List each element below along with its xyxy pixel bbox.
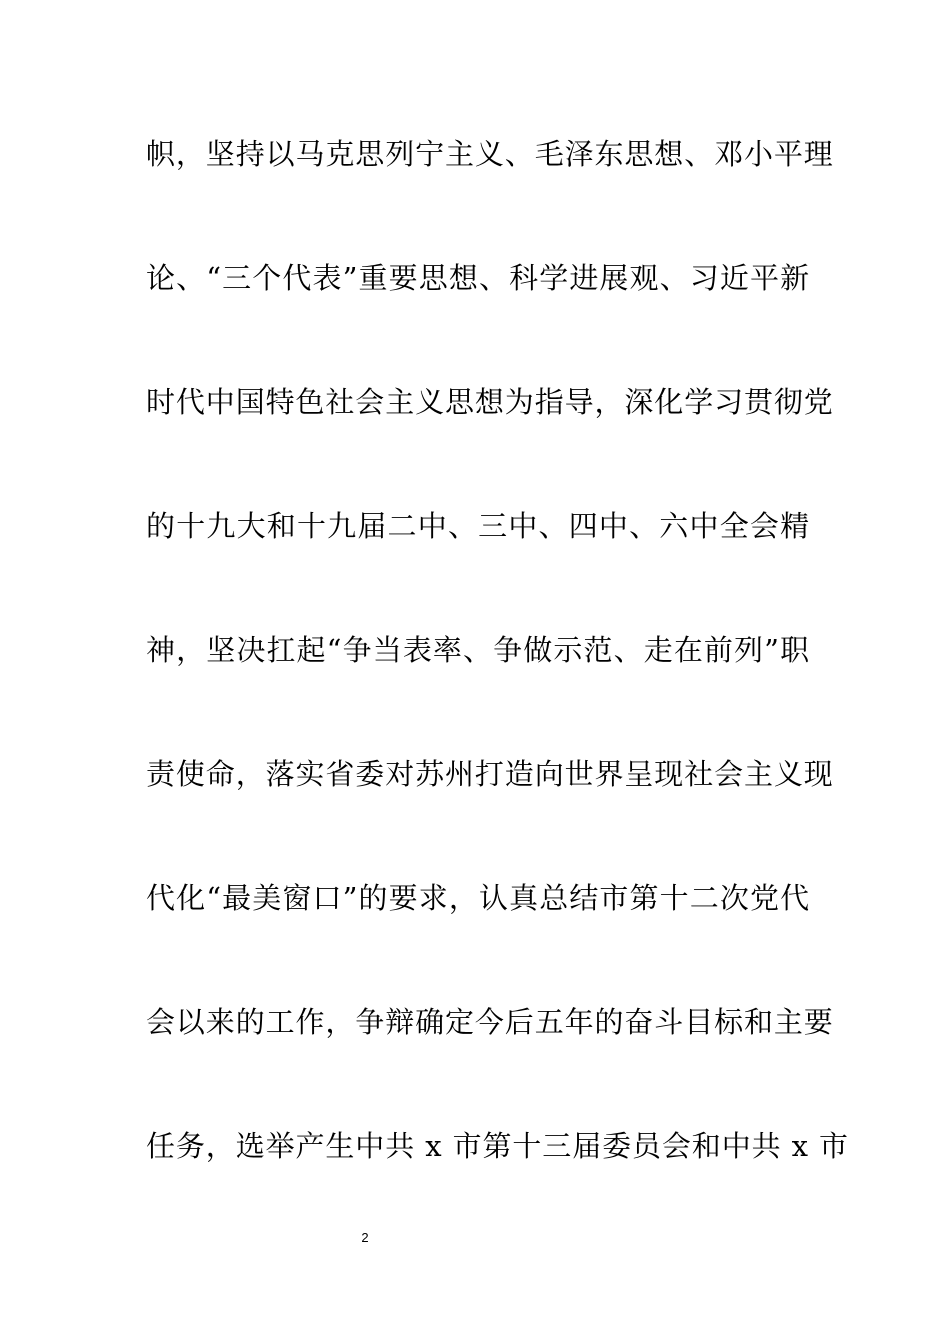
text-line-8: 会以来的工作，争辩确定今后五年的奋斗目标和主要 xyxy=(146,1005,834,1039)
page-number: 2 xyxy=(361,1230,369,1245)
text-line-2: 论、“三个代表”重要思想、科学进展观、习近平新 xyxy=(146,261,810,295)
text-line-7: 代化“最美窗口”的要求，认真总结市第十二次党代 xyxy=(146,881,810,915)
text-line-9: 任务，选举产生中共 x 市第十三届委员会和中共 x 市 xyxy=(146,1129,849,1163)
text-line-3: 时代中国特色社会主义思想为指导，深化学习贯彻党 xyxy=(146,385,834,419)
text-line-1: 帜，坚持以马克思列宁主义、毛泽东思想、邓小平理 xyxy=(146,137,834,171)
body-text xyxy=(146,128,849,1244)
text-line-4: 的十九大和十九届二中、三中、四中、六中全会精 xyxy=(146,509,810,543)
text-line-6: 责使命，落实省委对苏州打造向世界呈现社会主义现 xyxy=(146,757,834,791)
text-line-5: 神，坚决扛起“争当表率、争做示范、走在前列”职 xyxy=(146,633,810,667)
